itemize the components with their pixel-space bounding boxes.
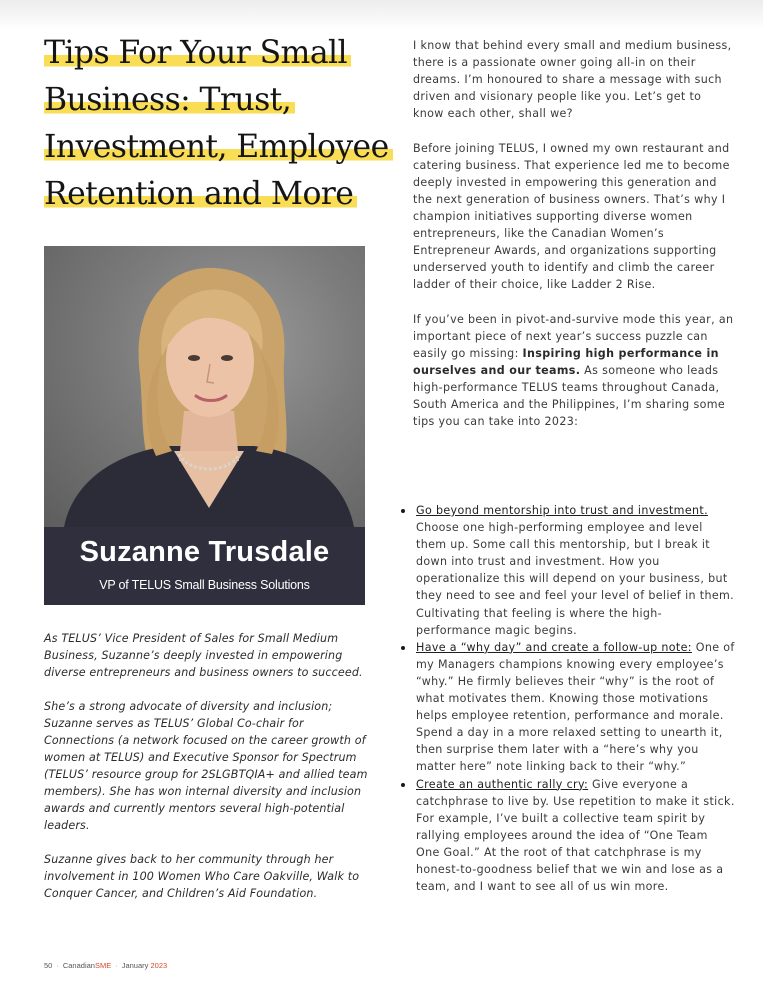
tip-text: Give everyone a catchphrase to live by. Use repetition to make it stick. For example, I’ve built a collective team spirit by rallying employees around the idea of “One Team One Goal.” At the root of that catchphrase is my honest-to-goodness belief that we win and lose as a team, and I want to see all of us win more. [416,777,735,894]
title-line: Investment, Employee [44,129,393,165]
p3-bold: Inspiring high performance in ourselves and our teams. [413,346,719,377]
footer-separator: · [115,961,118,970]
tips-list [400,502,735,895]
profile-name: Suzanne Trusdale [79,536,330,568]
name-caption-box [44,527,365,605]
bio-paragraph: She’s a strong advocate of diversity and inclusion; Suzanne serves as TELUS’ Global Co-chair for Connections (a network focused on the career growth of women at TELUS) and Executive Sponsor for Spectrum (TELUS’ resource group for 2SLGBTQIA+ and allied team members). She has won internal diversity and inclusion awards and currently mentors several high-potential leaders. [44,700,368,832]
list-item [400,639,735,776]
body-paragraph-intro: I know that behind every small and medium business, there is a passionate owner going all-in on their dreams. I’m honoured to share a message with such driven and visionary people like you. Let’s get to know each other, shall we? [413,39,732,121]
title-line: Tips For Your Small [44,35,351,71]
portrait-illustration [44,246,365,527]
tip-text: Choose one high-performing employee and level them up. Some call this mentorship, but I break it down into trust and investment. How you operationalize this will depend on your business, but they need to see and feel your level of belief in them. Cultivating that feeling is where the high-performance magic begins. [416,521,735,637]
issue-year: 2023 [150,961,168,970]
author-bio [44,630,374,919]
footer-separator: · [56,961,59,970]
tip-lead: Create an authentic rally cry: [416,777,589,791]
profile-role: VP of TELUS Small Business Solutions [99,578,310,592]
issue-month: January [121,961,149,970]
bullet-icon [401,783,405,787]
bio-paragraph: As TELUS’ Vice President of Sales for Small Medium Business, Suzanne’s deeply invested in empowering diverse entrepreneurs and business owners to succeed. [44,632,363,679]
portrait-photo [44,246,365,527]
article-title [44,30,394,218]
list-item [400,776,735,896]
article-body [413,37,735,447]
bullet-icon [401,509,405,513]
bio-paragraph: Suzanne gives back to her community through her involvement in 100 Women Who Care Oakville, Walk to Conquer Cancer, and Children’s Aid Foundation. [44,853,360,900]
body-paragraph-tips-intro [413,311,735,431]
tip-lead: Have a “why day” and create a follow-up note: [416,640,692,654]
list-item [400,502,735,639]
p3-end: As someone who leads high-performance TELUS teams throughout Canada, South America and the Philippines, I’m sharing some tips you can take into 2023: [413,363,726,429]
bullet-icon [401,646,405,650]
p3-start: If you’ve been in pivot-and-survive mode this year, an important piece of next year’s success puzzle can easily go missing: [413,312,734,360]
tip-lead: Go beyond mentorship into trust and investment. [416,504,708,517]
body-paragraph-background: Before joining TELUS, I owned my own restaurant and catering business. That experience led me to become deeply invested in empowering this generation and the next generation of business owners. That’s why I champion initiatives supporting diverse women entrepreneurs, like the Canadian Women’s Entrepreneur Awards, and organizations supporting underserved youth to identify and climb the career ladder of their choice, like Ladder 2 Rise. [413,141,730,292]
title-line: Retention and More [44,176,357,212]
tip-text: One of my Managers champions knowing every employee’s “why.” He firmly believes their “why” is the root of what motivates them. Knowing those motivations helps employee retention, performance and morale. Spend a day in a more relaxed setting to unearth it, then surprise them later with a “here’s why you matter here” note linking back to their “why.” [416,640,735,774]
brand-name: Canadian [62,961,95,970]
page-number: 50 [44,961,53,970]
page-top-shade [0,0,763,30]
title-line: Business: Trust, [44,82,295,118]
brand-accent: SME [94,961,112,970]
page-footer [44,961,167,970]
